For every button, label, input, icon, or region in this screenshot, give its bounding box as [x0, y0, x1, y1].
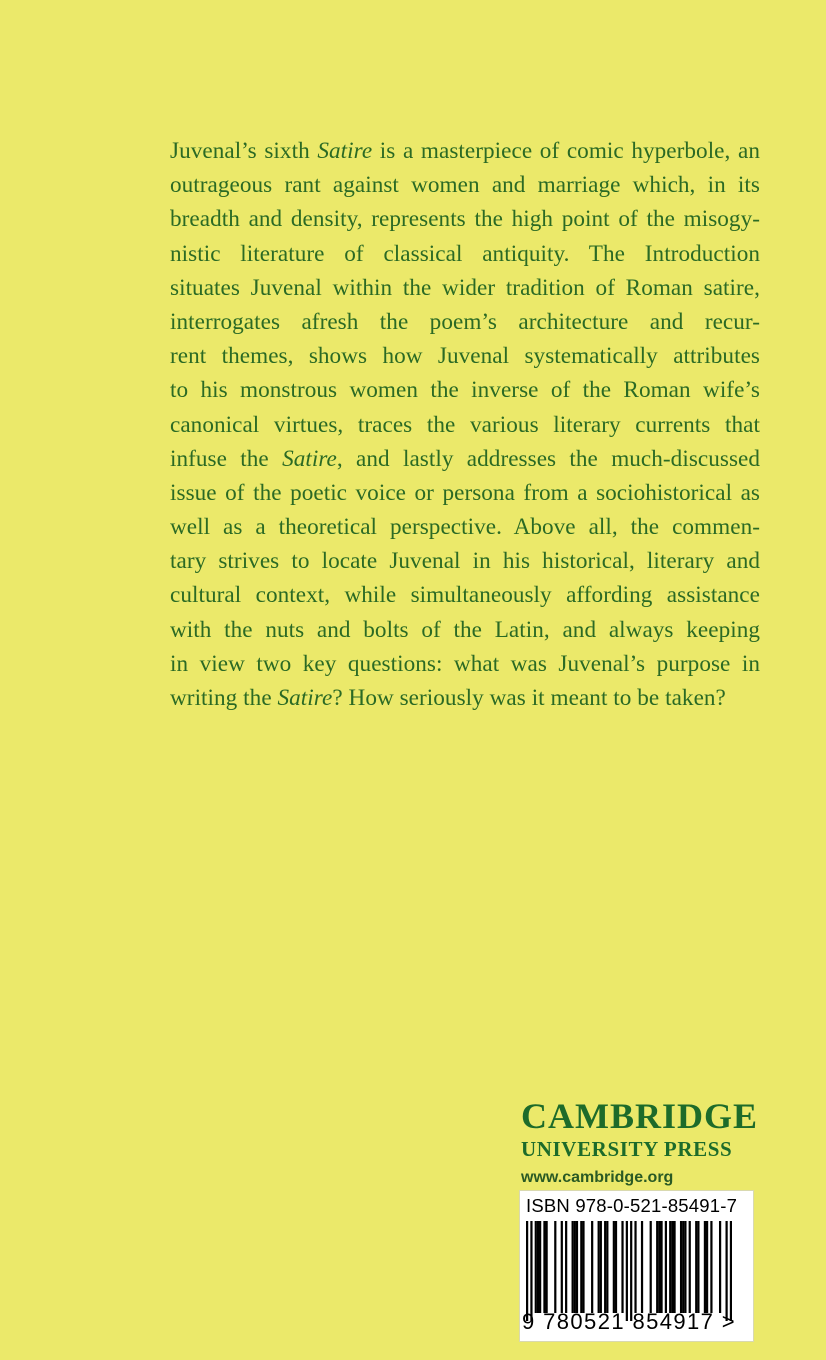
barcode-bar — [539, 1221, 541, 1313]
barcode-bar — [684, 1221, 686, 1313]
barcode-bar — [546, 1221, 548, 1313]
barcode-bar — [561, 1221, 563, 1313]
barcode-bar — [626, 1221, 628, 1321]
barcode-bar — [706, 1221, 708, 1313]
barcode-bar — [695, 1221, 697, 1313]
blurb-line: interrogates afresh the poem’s architecture and recur- — [170, 308, 760, 335]
barcode-bar — [574, 1221, 576, 1313]
barcode-bar — [634, 1221, 636, 1313]
barcode-bar — [630, 1221, 632, 1321]
barcode-bar — [537, 1221, 539, 1313]
barcode-bar — [615, 1221, 617, 1313]
blurb-line: outrageous rant against women and marriage which, in its — [170, 172, 760, 199]
barcode-bar — [689, 1221, 691, 1313]
blurb-line: nistic literature of classical antiquity. The Introduction — [170, 240, 760, 267]
blurb-line: tary strives to locate Juvenal in his historical, literary and — [170, 548, 760, 575]
italic-title: Satire — [277, 685, 333, 711]
barcode-bar — [600, 1221, 602, 1313]
blurb-line: well as a theoretical perspective. Above all, the commen- — [170, 514, 760, 541]
blurb-line: issue of the poetic voice or persona from a sociohistorical as — [170, 479, 760, 506]
barcode-bar — [719, 1221, 721, 1313]
blurb-line: in view two key questions: what was Juvenal’s purpose in — [170, 650, 760, 677]
barcode-bar — [591, 1221, 593, 1313]
blurb-line: breadth and density, represents the high point of the misogy- — [170, 206, 760, 233]
blurb-line: infuse the Satire, and lastly addresses the much-discussed — [170, 445, 761, 472]
barcode-bar — [680, 1221, 682, 1313]
blurb-line: to his monstrous women the inverse of the Roman wife’s — [170, 377, 760, 404]
isbn-barcode — [519, 1190, 754, 1342]
barcode-bar — [730, 1221, 732, 1321]
barcode-bar — [671, 1221, 673, 1313]
barcode-bar — [554, 1221, 556, 1313]
barcode-bar — [598, 1221, 600, 1313]
barcode-bar — [543, 1221, 545, 1313]
italic-title: Satire — [282, 445, 337, 472]
barcode-bar — [621, 1221, 623, 1313]
barcode-bar — [656, 1221, 658, 1313]
publisher-url: www.cambridge.org — [521, 1169, 674, 1186]
barcode-bar — [673, 1221, 675, 1313]
publisher-name: CAMBRIDGE — [521, 1096, 759, 1136]
blurb-line: situates Juvenal within the wider tradition of Roman satire, — [170, 274, 760, 301]
italic-title: Satire — [317, 138, 373, 164]
barcode-bar — [535, 1221, 537, 1313]
barcode-bar — [725, 1221, 727, 1321]
barcode-bar — [704, 1221, 706, 1313]
blurb-line: Juvenal’s sixth Satire is a masterpiece of comic hyperbole, an — [170, 138, 760, 164]
barcode-bars — [526, 1221, 732, 1321]
barcode-bar — [650, 1221, 652, 1313]
barcode-digits: 9 780521 854917 > — [522, 1309, 737, 1334]
barcode-bar — [582, 1221, 584, 1313]
barcode-bar — [660, 1221, 662, 1313]
barcode-bar — [658, 1221, 660, 1313]
barcode-bar — [641, 1221, 643, 1313]
barcode-bar — [613, 1221, 615, 1313]
barcode-bar — [606, 1221, 608, 1313]
barcode-bar — [580, 1221, 582, 1313]
barcode-bar — [669, 1221, 671, 1313]
barcode-bar — [565, 1221, 567, 1313]
blurb-line: rent themes, shows how Juvenal systematically attributes — [170, 343, 760, 370]
blurb-line: writing the Satire? How seriously was it meant to be taken? — [170, 685, 726, 711]
publisher-imprint — [521, 1098, 758, 1190]
barcode-bar — [530, 1221, 532, 1321]
barcode-bar — [710, 1221, 712, 1313]
barcode-bar — [576, 1221, 578, 1313]
barcode-bar — [604, 1221, 606, 1313]
isbn-label: ISBN 978-0-521-85491-7 — [526, 1195, 738, 1216]
barcode-bar — [697, 1221, 699, 1313]
barcode-bar — [572, 1221, 574, 1313]
publisher-subtitle: UNIVERSITY PRESS — [521, 1137, 733, 1161]
blurb-line: cultural context, while simultaneously affording assistance — [170, 582, 760, 609]
back-cover-blurb — [170, 134, 760, 715]
barcode-bar — [682, 1221, 684, 1313]
barcode-bar — [665, 1221, 667, 1313]
blurb-line: with the nuts and bolts of the Latin, and always keeping — [170, 616, 760, 643]
barcode-bar — [526, 1221, 528, 1321]
blurb-line: canonical virtues, traces the various literary currents that — [170, 411, 760, 438]
